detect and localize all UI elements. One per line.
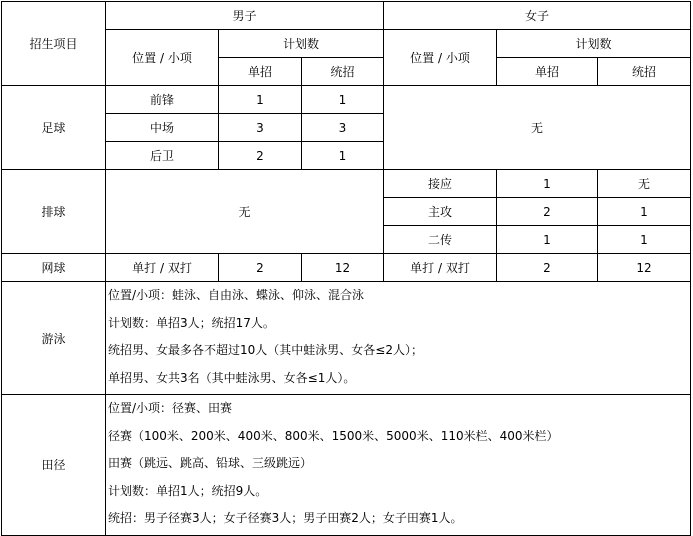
volleyball-unified: 1 [598,226,691,254]
football-unified: 3 [302,114,384,142]
header-male: 男子 [106,2,384,30]
volleyball-single: 1 [497,170,598,198]
track-line: 径赛（100米、200米、400米、800米、1500米、5000米、110米栏、400米栏） [108,428,559,443]
volleyball-pos: 接应 [384,170,497,198]
track-details [106,395,691,536]
header-plan-female: 计划数 [497,30,691,58]
swimming-line: 位置/小项：蛙泳、自由泳、蝶泳、仰泳、混合泳 [108,288,365,302]
header-unified-female: 统招 [598,58,691,86]
football-single: 1 [219,86,302,114]
volleyball-pos: 主攻 [384,198,497,226]
header-position-female: 位置 / 小项 [384,30,497,86]
header-single-male: 单招 [219,58,302,86]
football-single: 3 [219,114,302,142]
volleyball-single: 2 [497,198,598,226]
swimming-line: 计划数：单招3人；统招17人。 [108,315,275,330]
football-pos: 后卫 [106,142,219,170]
volleyball-single: 1 [497,226,598,254]
football-female: 无 [384,86,691,170]
football-single: 2 [219,142,302,170]
tennis-female-pos: 单打 / 双打 [384,254,497,282]
tennis-female-single: 2 [497,254,598,282]
track-line: 位置/小项：径赛、田赛 [108,401,233,415]
football-unified: 1 [302,142,384,170]
track-line: 田赛（跳远、跳高、铅球、三级跳远） [108,456,313,470]
football-unified: 1 [302,86,384,114]
header-female: 女子 [384,2,691,30]
tennis-male-single: 2 [219,254,302,282]
tennis-male-pos: 单打 / 双打 [106,254,219,282]
header-position-male: 位置 / 小项 [106,30,219,86]
track-line: 计划数：单招1人；统招9人。 [108,483,268,498]
track-name: 田径 [2,395,106,536]
volleyball-unified: 1 [598,198,691,226]
header-single-female: 单招 [497,58,598,86]
football-pos: 前锋 [106,86,219,114]
swimming-line: 单招男、女共3名（其中蛙泳男、女各≤1人）。 [108,370,356,385]
enrollment-table [1,1,691,536]
header-item: 招生项目 [2,2,106,86]
swimming-details [106,282,691,395]
volleyball-name: 排球 [2,170,106,254]
tennis-name: 网球 [2,254,106,282]
swimming-name: 游泳 [2,282,106,395]
header-plan-male: 计划数 [219,30,384,58]
tennis-female-unified: 12 [598,254,691,282]
volleyball-pos: 二传 [384,226,497,254]
football-pos: 中场 [106,114,219,142]
football-name: 足球 [2,86,106,170]
header-unified-male: 统招 [302,58,384,86]
track-line: 统招：男子径赛3人；女子径赛3人；男子田赛2人；女子田赛1人。 [108,511,463,525]
volleyball-male: 无 [106,170,384,254]
swimming-line: 统招男、女最多各不超过10人（其中蛙泳男、女各≤2人）； [108,343,423,357]
tennis-male-unified: 12 [302,254,384,282]
volleyball-unified: 无 [598,170,691,198]
